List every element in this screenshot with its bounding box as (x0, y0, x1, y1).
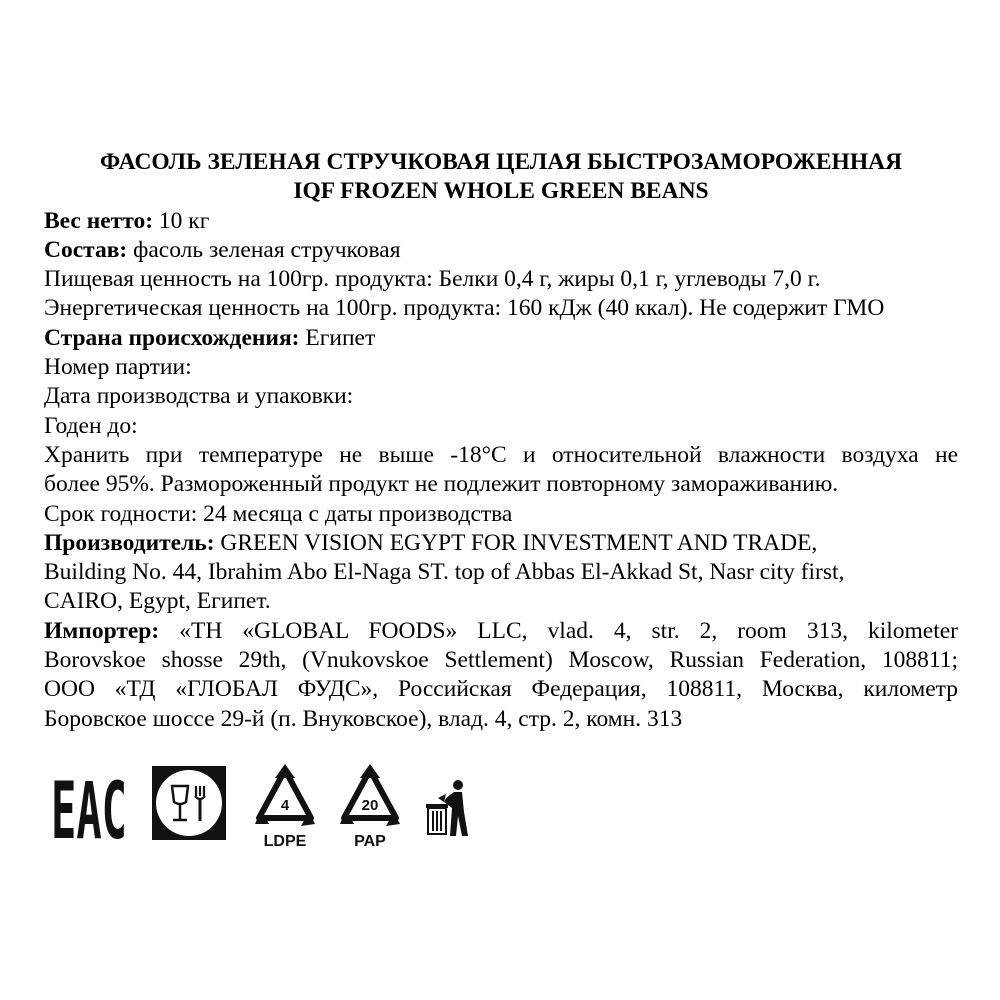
origin-row (44, 324, 958, 353)
recycle-pap-icon (334, 764, 406, 854)
importer-line-3: ООО «ТД «ГЛОБАЛ ФУДС», Российская Федерация, 108811, Москва, километр (44, 676, 958, 703)
title-ru: ФАСОЛЬ ЗЕЛЕНАЯ СТРУЧКОВАЯ ЦЕЛАЯ БЫСТРОЗАМОРОЖЕННАЯ (99, 149, 903, 175)
ldpe-text: LDPE (263, 833, 307, 850)
storage-line-2: более 95%. Размороженный продукт не подлежит повторному замораживанию. (44, 471, 839, 498)
manufacturer-line-1 (44, 529, 958, 558)
composition-value: фасоль зеленая стручковая (133, 236, 401, 263)
title-en: IQF FROZEN WHOLE GREEN BEANS (293, 178, 709, 205)
recycle-ldpe-icon (249, 764, 321, 854)
net-weight-label: Вес нетто: (44, 207, 154, 234)
eac-text: EAC (51, 767, 127, 857)
pap-number: 20 (361, 797, 379, 814)
eac-mark-icon (48, 767, 130, 857)
manufacturer-label: Производитель: (44, 529, 215, 556)
energy-row: Энергетическая ценность на 100гр. продукта: 160 кДж (40 ккал). Не содержит ГМО (44, 295, 885, 322)
origin-value: Египет (305, 324, 376, 351)
composition-label: Состав: (44, 236, 128, 263)
importer-label: Импортер: (44, 617, 160, 644)
origin-label: Страна происхождения: (44, 324, 300, 351)
net-weight-row (44, 207, 958, 236)
importer-line-2: Borovskoe shosse 29th, (Vnukovskoe Settlement) Moscow, Russian Federation, 108811; (44, 647, 958, 674)
nutrition-row: Пищевая ценность на 100гр. продукта: Белки 0,4 г, жиры 0,1 г, углеводы 7,0 г. (44, 266, 821, 293)
net-weight-value: 10 кг (158, 207, 210, 234)
composition-row (44, 236, 958, 265)
shelf-life-row: Срок годности: 24 месяца с даты производства (44, 500, 513, 527)
importer-line-4: Боровское шоссе 29-й (п. Внуковское), влад. 4, стр. 2, комн. 313 (44, 705, 683, 732)
best-before-row: Годен до: (44, 412, 138, 439)
batch-row: Номер партии: (44, 354, 192, 381)
importer-text-1: «TH «GLOBAL FOODS» LLC, vlad. 4, str. 2, room 313, kilometer (179, 617, 959, 644)
manufacturer-name: GREEN VISION EGYPT FOR INVESTMENT AND TRADE, (220, 529, 818, 556)
importer-line-1 (44, 617, 958, 646)
product-label (44, 148, 958, 734)
food-safe-icon (152, 766, 226, 840)
pap-text: PAP (354, 833, 386, 850)
manufacturer-line-2: Building No. 44, Ibrahim Abo El-Naga ST. top of Abbas El-Akkad St, Nasr city first, (44, 559, 845, 586)
ldpe-number: 4 (280, 797, 290, 814)
storage-line-1: Хранить при температуре не выше -18°С и относительной влажности воздуха не (44, 441, 958, 468)
tidyman-icon (424, 778, 474, 838)
marking-icons (44, 760, 544, 860)
manufacturer-line-3: CAIRO, Egypt, Египет. (44, 588, 271, 615)
production-date-row: Дата производства и упаковки: (44, 383, 354, 410)
